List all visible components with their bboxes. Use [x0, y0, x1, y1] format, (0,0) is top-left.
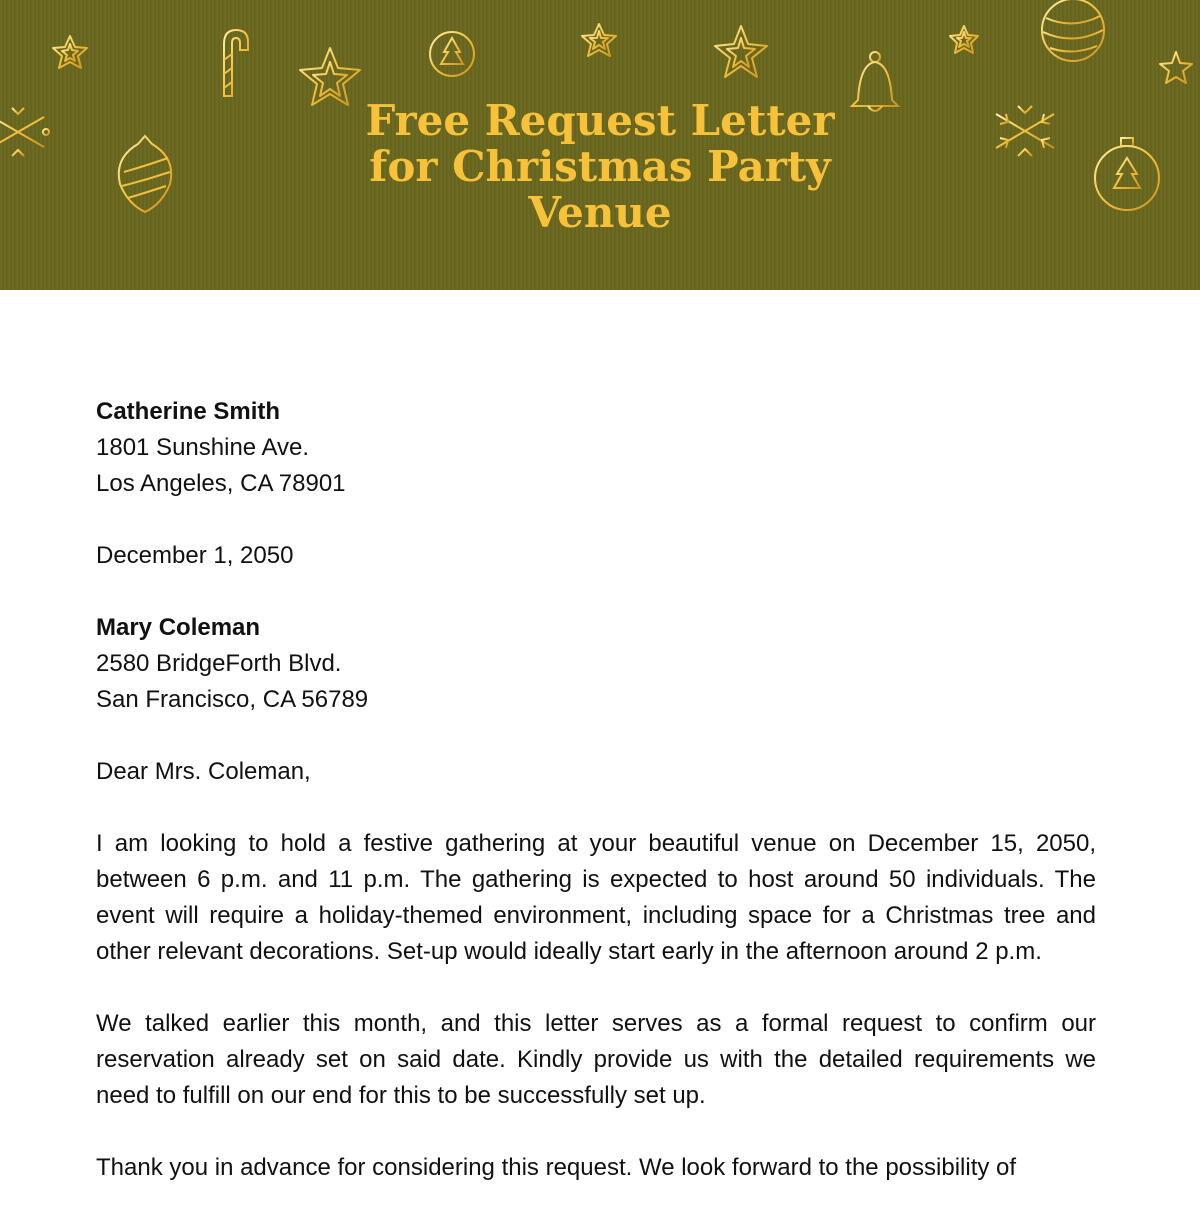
- body-paragraph: We talked earlier this month, and this letter serves as a formal request to confirm our reservation already set on said date. Kindly provide us with the detailed requirements we need to fulfill on our end for this to be successfully set up.: [96, 1010, 1096, 1109]
- bauble-icon: [119, 136, 171, 212]
- title-line: for Christmas Party: [369, 142, 831, 191]
- header-banner: [0, 0, 1200, 290]
- recipient-address: [96, 610, 1096, 718]
- star-ornament-icon: [53, 36, 87, 68]
- body-paragraph: I am looking to hold a festive gathering at your beautiful venue on December 15, 2050, between 6 p.m. and 11 p.m. The gathering is expected to host around 50 individuals. The event will require a holiday-themed environment, including space for a Christmas tree and other relevant decorations. Set-up would ideally start early in the afternoon around 2 p.m.: [96, 830, 1096, 965]
- page-title: [300, 98, 900, 236]
- bauble-icon: [1042, 0, 1104, 61]
- title-line: Venue: [528, 188, 672, 237]
- sender-city: Los Angeles, CA 78901: [96, 470, 346, 497]
- recipient-name: Mary Coleman: [96, 614, 261, 641]
- sender-name: Catherine Smith: [96, 398, 281, 425]
- bauble-icon: [1095, 138, 1159, 210]
- recipient-street: 2580 BridgeForth Blvd.: [96, 650, 342, 677]
- recipient-city: San Francisco, CA 56789: [96, 686, 369, 713]
- title-line: Free Request Letter: [365, 96, 835, 145]
- sender-street: 1801 Sunshine Ave.: [96, 434, 310, 461]
- letter-date: December 1, 2050: [96, 542, 294, 569]
- sender-address: [96, 394, 1096, 502]
- star-ornament-icon: [300, 48, 360, 105]
- body-paragraph: Thank you in advance for considering this request. We look forward to the possibility of: [96, 1154, 1017, 1181]
- star-ornament-icon: [950, 26, 978, 53]
- star-ornament-icon: [1160, 52, 1192, 83]
- salutation: Dear Mrs. Coleman,: [96, 758, 311, 785]
- letter-body: [96, 394, 1096, 1222]
- star-ornament-icon: [582, 24, 616, 56]
- candy-cane-icon: [224, 30, 248, 96]
- snowflake-icon: [996, 98, 1054, 164]
- star-ornament-icon: [715, 26, 767, 77]
- bauble-icon: [430, 32, 474, 76]
- snowflake-icon: [0, 102, 49, 162]
